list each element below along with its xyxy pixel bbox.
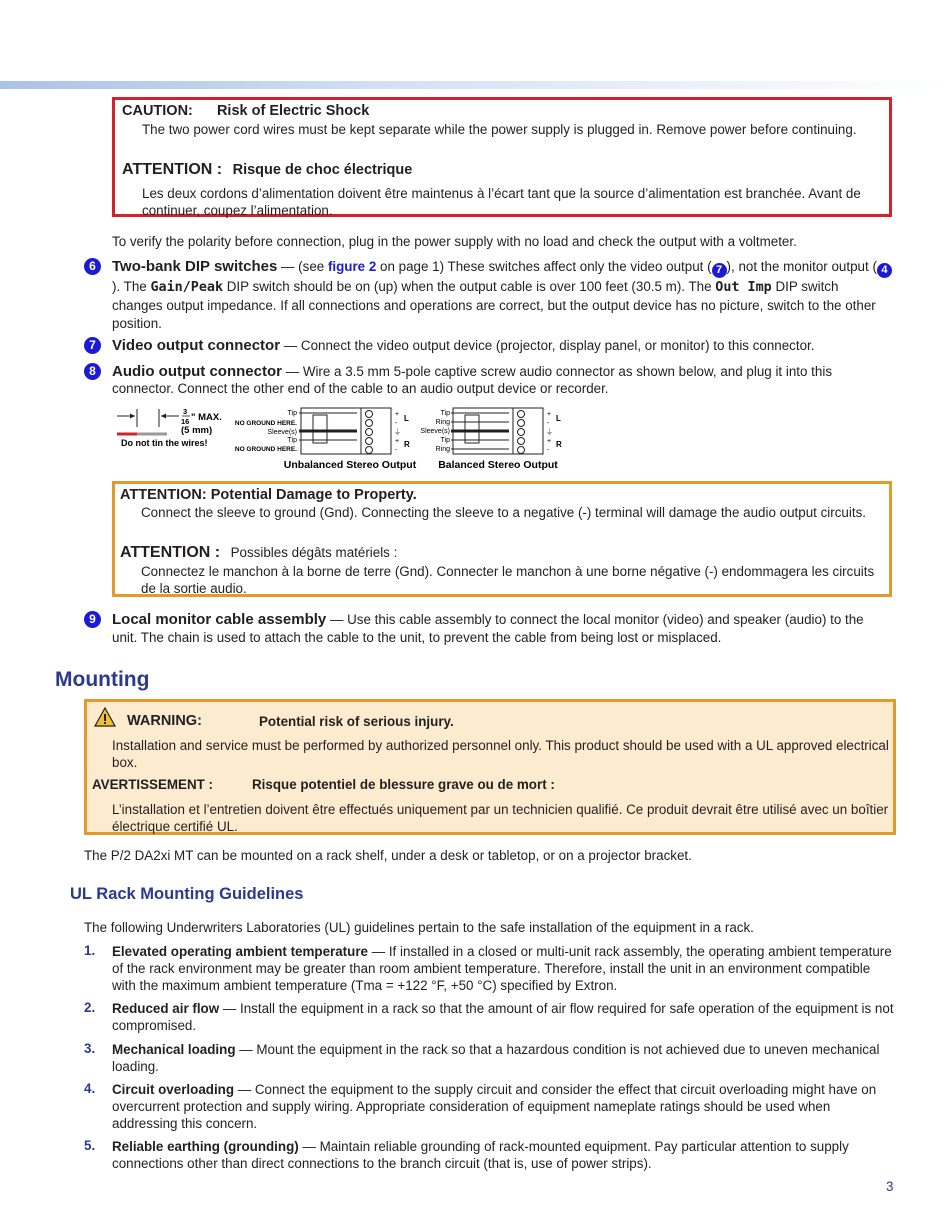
unbal-label-1: Tip	[287, 410, 297, 417]
warning-fr-label: AVERTISSEMENT :	[92, 777, 214, 792]
ul-item-4-body: — Connect the equipment to the supply circuit and consider the effect that circuit overloading might have on overcurrent protection and supply wiring. Appropriate consideration of equipment nameplate ratings should be used when addressing this concern.	[112, 1082, 877, 1131]
attention-property-fr-body: Connectez le manchon à la borne de terre (Gnd). Connecter le manchon à une borne négative (-) endommagera les circuits de la sortie audio.	[141, 564, 875, 596]
ul-guidelines-heading: UL Rack Mounting Guidelines	[70, 885, 304, 903]
wiring-diagram-svg	[117, 405, 577, 475]
bal-label-4: Tip	[440, 437, 450, 444]
warning-title: Potential risk of serious injury.	[259, 714, 454, 729]
balanced-caption: Balanced Stereo Output	[438, 459, 558, 471]
caution-body: The two power cord wires must be kept separate while the power supply is plugged in. Remove power before continuing.	[142, 122, 857, 137]
unbal-sign-4: +	[395, 438, 400, 445]
caution-fr-title: Risque de choc électrique	[232, 162, 413, 178]
warning-fr-body: L’installation et l’entretien doivent être effectués uniquement par un technicien qualifié. Ce produit devrait être utilisé avec un boîtier électrique certifié UL.	[112, 802, 889, 834]
item-six-part5: DIP switch changes output impedance. If all connections and operations are correct, but the output device has no picture, switch to the other position.	[112, 279, 876, 331]
unbal-sign-5: -	[395, 447, 398, 454]
ul-item-1-body: — If installed in a closed or multi-unit rack assembly, the operating ambient temperature of the rack environment may be greater than room ambient temperature. Therefore, install the unit in an environment compatible with the maximum ambient temperature (Tma = +122 °F, +50 °C) specified by Extron.	[112, 944, 892, 993]
unbal-sign-2: -	[395, 420, 398, 427]
ul-item-1-title: Elevated operating ambient temperature	[112, 944, 368, 959]
bal-right-label: R	[556, 440, 562, 449]
caution-fr-body: Les deux cordons d’alimentation doivent être maintenus à l’écart tant que la source d’alimentation est branchée. Avant de continuer, coupez l’alimentation.	[142, 186, 861, 218]
fraction-numerator: 3	[183, 407, 188, 416]
out-imp-label: Out Imp	[715, 280, 772, 295]
caution-fr-label: ATTENTION :	[122, 161, 223, 178]
ul-item-4-title: Circuit overloading	[112, 1082, 235, 1097]
item-nine-text	[112, 611, 892, 647]
attention-property-fr-header	[120, 544, 397, 562]
attention-property-body: Connect the sleeve to ground (Gnd). Connecting the sleeve to a negative (-) terminal will damage the audio output circuits.	[141, 505, 866, 520]
item-six-part4: DIP switch should be on (up) when the output cable is over 100 feet (30.5 m). The	[223, 279, 716, 294]
mounting-heading: Mounting	[55, 668, 150, 691]
warning-box	[84, 699, 896, 835]
ul-item-number-1: 1.	[84, 943, 96, 958]
ul-item-number-2: 2.	[84, 1000, 96, 1015]
bal-label-2: Ring	[435, 419, 450, 426]
polarity-text: To verify the polarity before connection, plug in the power supply with no load and check the output with a voltmeter.	[112, 234, 797, 249]
ul-item-3-body: — Mount the equipment in the rack so that a hazardous condition is not achieved due to uneven mechanical loading.	[112, 1042, 880, 1074]
unbal-label-3: Sleeve(s)	[267, 429, 297, 436]
mounting-intro: The P/2 DA2xi MT can be mounted on a rack shelf, under a desk or tabletop, or on a projector bracket.	[84, 848, 692, 863]
tin-warning: Do not tin the wires!	[121, 438, 208, 448]
unbal-left-label: L	[404, 414, 409, 423]
item-seven-body: — Connect the video output device (projector, display panel, or monitor) to this connector.	[280, 338, 815, 353]
warning-body: Installation and service must be performed by authorized personnel only. This product should be used with a UL approved electrical box.	[112, 738, 889, 770]
unbal-label-4: Tip	[287, 437, 297, 444]
warning-label: WARNING:	[127, 713, 202, 729]
ul-item-2-body: — Install the equipment in a rack so that the amount of air flow required for safe operation of the equipment is not compromised.	[112, 1001, 894, 1033]
item-seven-text	[112, 337, 892, 354]
gain-peak-label: Gain/Peak	[150, 280, 224, 295]
unbal-label-2: NO GROUND HERE.	[234, 420, 297, 427]
ul-item-number-4: 4.	[84, 1081, 96, 1096]
unbal-label-5: NO GROUND HERE.	[234, 446, 297, 453]
ref-circle-4: 4	[877, 263, 892, 278]
bal-sign-1: +	[547, 411, 552, 418]
bal-label-5: Ring	[435, 446, 450, 453]
bal-sign-4: +	[547, 438, 552, 445]
ref-circle-7: 7	[712, 263, 727, 278]
caution-title: Risk of Electric Shock	[216, 103, 370, 119]
item-nine-body: — Use this cable assembly to connect the local monitor (video) and speaker (audio) to the unit. The chain is used to attach the cable to the unit, to prevent the cable from being lost or misplaced.	[112, 612, 864, 645]
item-seven-title: Video output connector	[112, 337, 281, 354]
item-number-9: 9	[84, 611, 101, 628]
item-six-part3: ). The	[112, 279, 151, 294]
caution-box	[112, 97, 892, 217]
caution-header	[122, 103, 369, 119]
unbal-right-label: R	[404, 440, 410, 449]
attention-fr-title: Possibles dégâts matériels :	[230, 545, 398, 560]
ul-item-number-5: 5.	[84, 1138, 96, 1153]
bal-left-label: L	[556, 414, 561, 423]
bal-sign-3: ⏚	[546, 429, 553, 436]
bal-sign-2: -	[547, 420, 550, 427]
item-number-8: 8	[84, 363, 101, 380]
attention-property-title: ATTENTION: Potential Damage to Property.	[120, 487, 417, 503]
ul-item-number-3: 3.	[84, 1041, 96, 1056]
audio-wiring-diagram	[117, 405, 577, 475]
caution-fr-header	[122, 161, 412, 179]
header-gradient-bar	[0, 81, 950, 89]
ul-item-5-body: — Maintain reliable grounding of rack-mounted equipment. Pay particular attention to supply connections other than direct connections to the branch circuit (that is, use of power strips).	[112, 1139, 849, 1171]
ul-item-5	[112, 1138, 897, 1172]
figure-2-link[interactable]: figure 2	[327, 259, 377, 274]
item-number-7: 7	[84, 337, 101, 354]
ul-intro: The following Underwriters Laboratories (UL) guidelines pertain to the safe installation of the equipment in a rack.	[84, 920, 754, 935]
item-six-dash: — (see	[277, 259, 328, 274]
item-eight-text	[112, 363, 892, 397]
unbal-sign-3: ⏚	[394, 429, 401, 436]
bal-label-3: Sleeve(s)	[420, 428, 450, 435]
warning-fr-title: Risque potentiel de blessure grave ou de mort :	[252, 777, 555, 792]
ul-item-2-title: Reduced air flow	[112, 1001, 220, 1016]
caution-label: CAUTION:	[122, 103, 193, 119]
ul-item-2	[112, 1000, 897, 1034]
item-six-part2: ), not the monitor output (	[726, 259, 877, 274]
item-six-title: Two-bank DIP switches	[112, 258, 278, 275]
unbal-sign-1: +	[395, 411, 400, 418]
ul-item-4	[112, 1081, 897, 1132]
attention-property-box	[112, 481, 892, 597]
page-number: 3	[886, 1179, 894, 1194]
item-eight-title: Audio output connector	[112, 363, 282, 380]
warning-triangle-icon	[94, 707, 116, 727]
item-number-6: 6	[84, 258, 101, 275]
balanced-connector	[420, 408, 562, 454]
item-eight-body: — Wire a 3.5 mm 5-pole captive screw audio connector as shown below, and plug it into this connector. Connect the other end of the cable to an audio output device or recorder.	[112, 364, 833, 396]
max-label: " MAX.	[191, 412, 222, 423]
unbalanced-connector	[235, 408, 410, 454]
item-six-text	[112, 258, 892, 333]
item-six-part1: on page 1) These switches affect only the video output (	[376, 259, 712, 274]
fraction-denominator: 16	[181, 417, 190, 426]
bal-label-1: Tip	[440, 410, 450, 417]
attention-fr-label: ATTENTION :	[120, 544, 221, 561]
ul-item-5-title: Reliable earthing (grounding)	[112, 1139, 299, 1154]
ul-item-3-title: Mechanical loading	[112, 1042, 236, 1057]
unbalanced-caption: Unbalanced Stereo Output	[283, 459, 417, 471]
ul-item-1	[112, 943, 897, 994]
item-nine-title: Local monitor cable assembly	[112, 611, 327, 628]
ul-item-3	[112, 1041, 897, 1075]
bal-sign-5: -	[547, 447, 550, 454]
mm-label: (5 mm)	[181, 425, 213, 436]
